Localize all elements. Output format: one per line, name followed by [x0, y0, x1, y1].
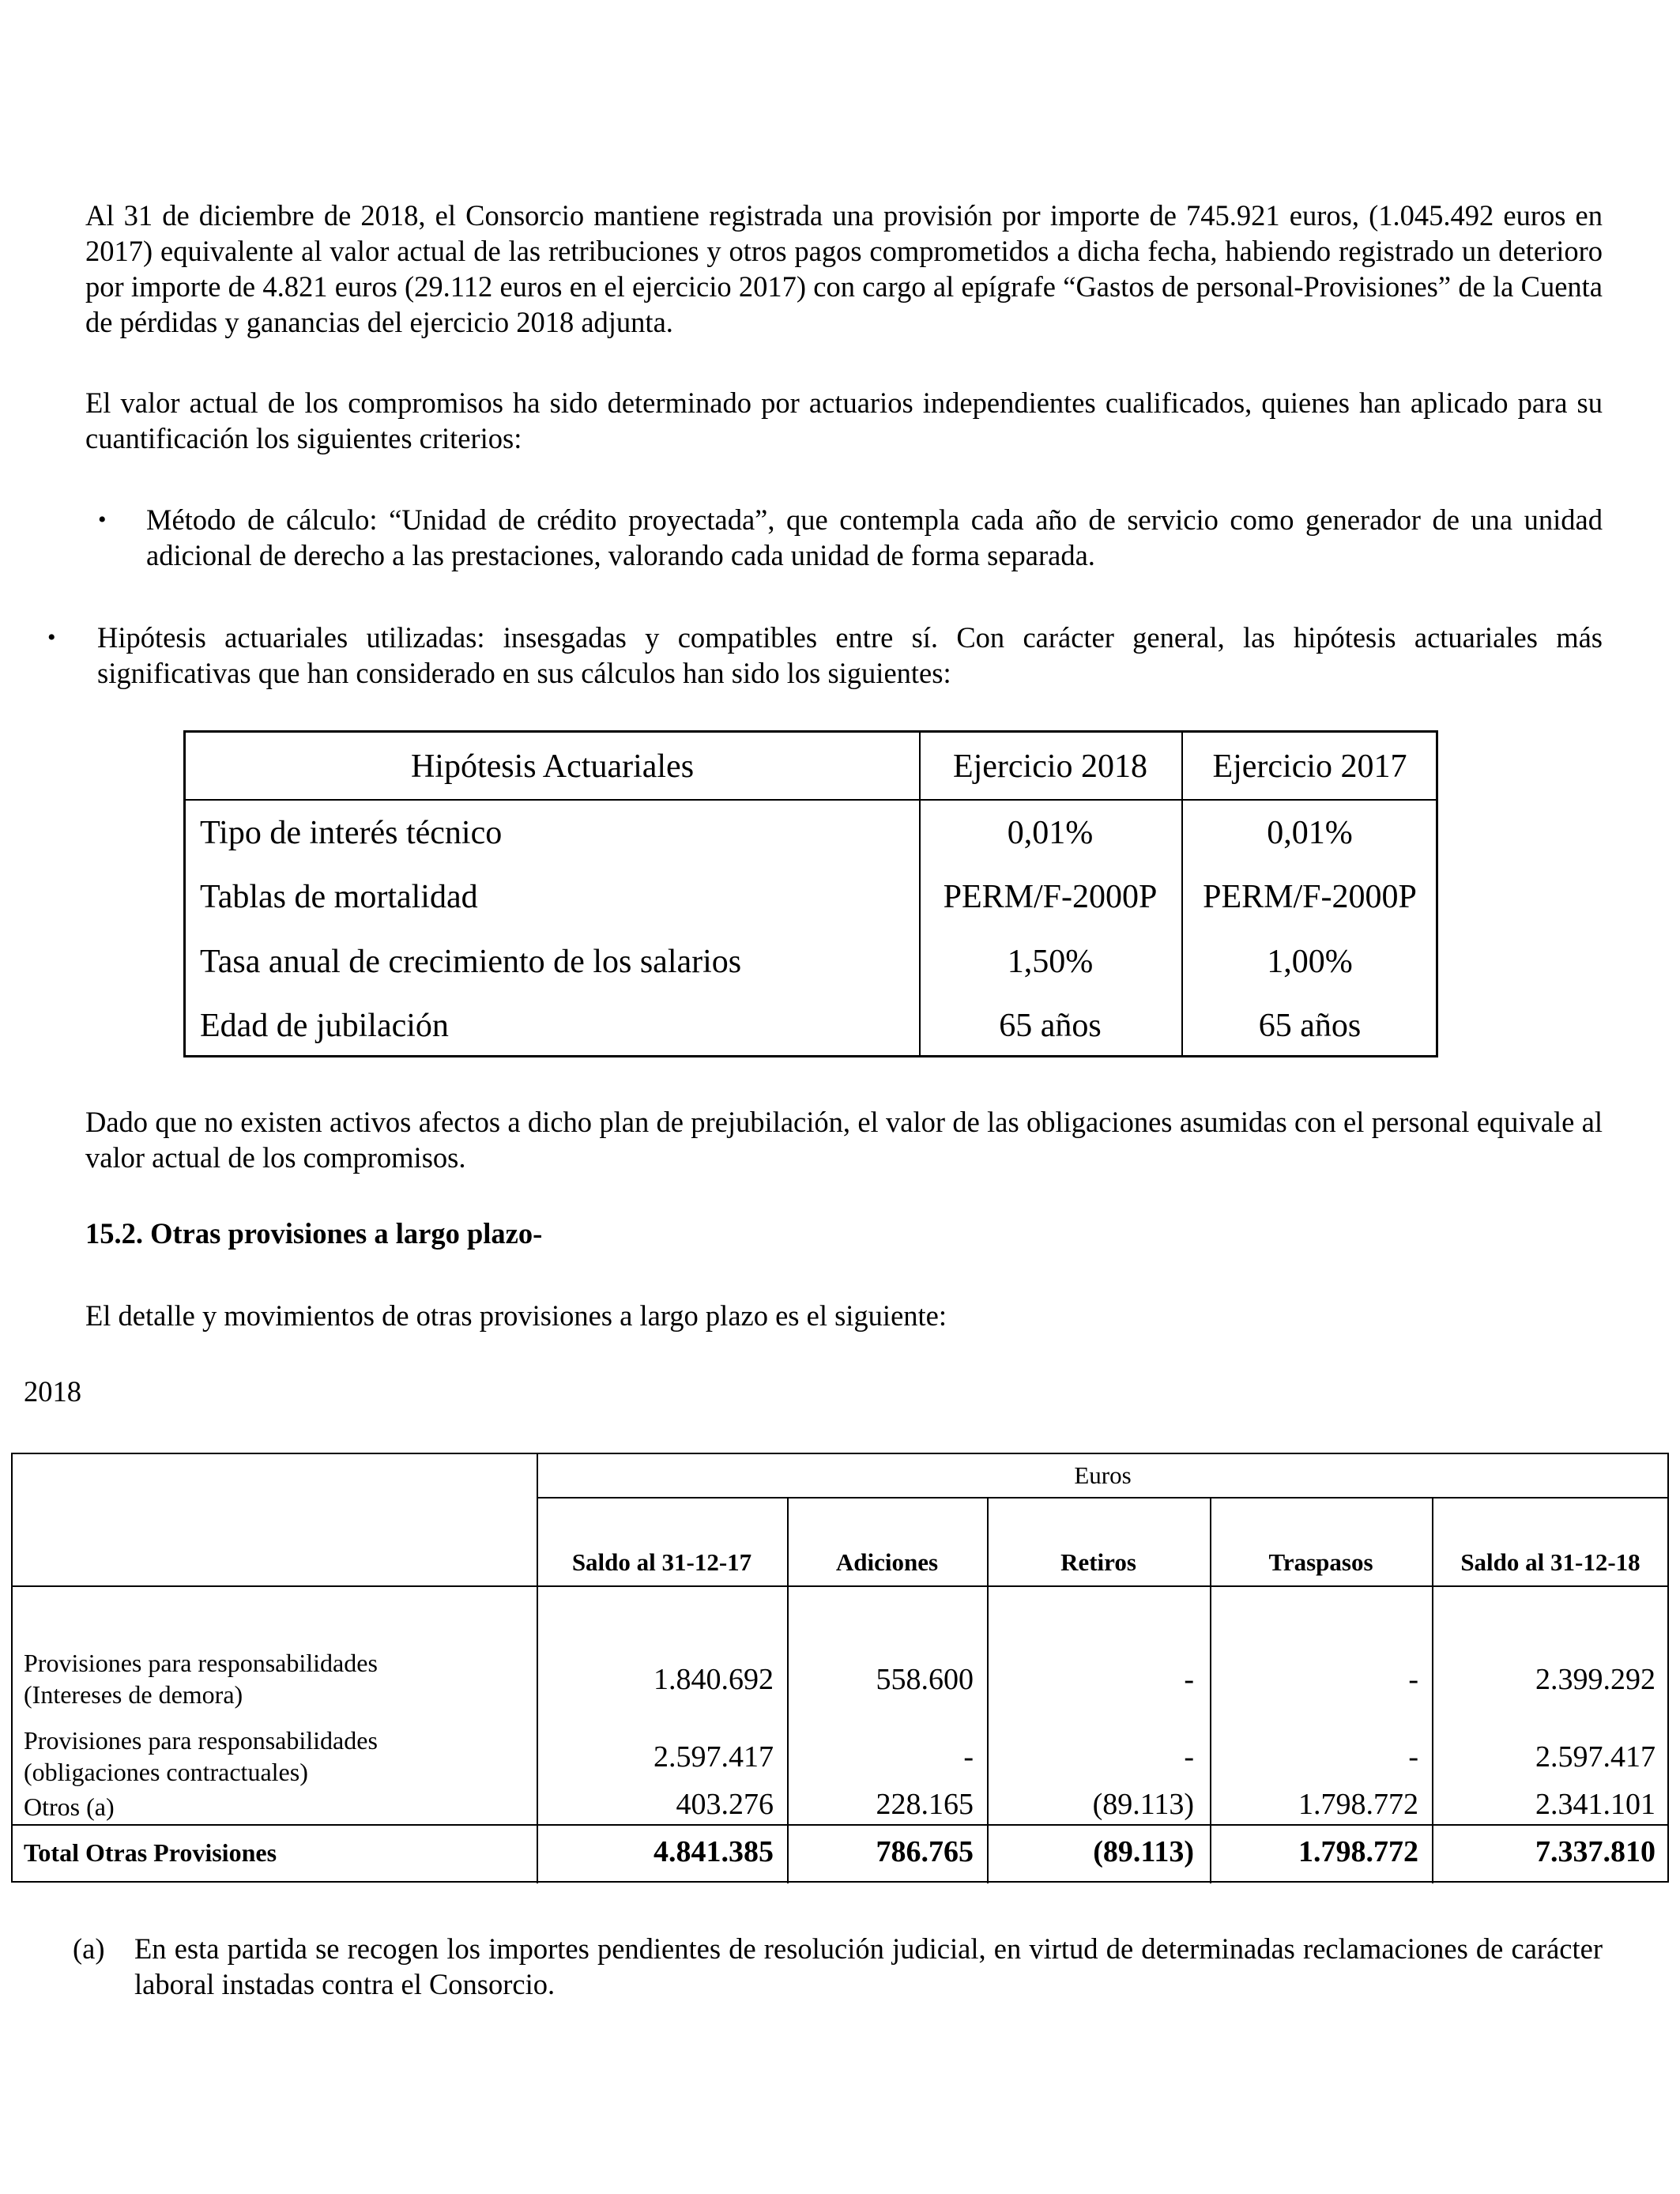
- cell-value: -: [1184, 1740, 1194, 1774]
- header-hypotheses: Hipótesis Actuariales: [410, 748, 695, 785]
- cell-value: 558.600: [876, 1663, 974, 1696]
- header-divider: [186, 799, 1436, 801]
- row-value-2017: 65 años: [1258, 1008, 1362, 1044]
- row-label-line1: Provisiones para responsabilidades: [24, 1649, 378, 1677]
- header-year-2018: Ejercicio 2018: [952, 748, 1148, 785]
- paragraph-actuarial-valuation: El valor actual de los compromisos ha sido determinado por actuarios independientes cualificados, quienes han aplicado para su cuantificación los siguientes criterios:: [85, 386, 1603, 454]
- bullet-text: Método de cálculo: “Unidad de crédito proyectada”, que contempla cada año de servicio como generador de una unidad adicional de derecho a las prestaciones, valorando cada unidad de forma separada.: [146, 503, 1603, 571]
- header-divider: [13, 1585, 1667, 1587]
- cell-value: 2.399.292: [1535, 1663, 1656, 1696]
- cell-value: -: [1408, 1740, 1418, 1774]
- row-label-line2: (Intereses de demora): [24, 1680, 243, 1709]
- footnote-marker: (a): [73, 1932, 105, 1965]
- header-transfers: Traspasos: [1268, 1548, 1373, 1576]
- table-year-label: 2018: [24, 1375, 81, 1408]
- row-value-2017: PERM/F-2000P: [1203, 879, 1417, 915]
- header-additions: Adiciones: [835, 1548, 939, 1576]
- cell-value: 2.597.417: [1535, 1740, 1656, 1774]
- group-header-divider: [537, 1497, 1667, 1498]
- row-value-2018: 1,50%: [1007, 944, 1094, 980]
- row-value-2017: 0,01%: [1267, 815, 1353, 851]
- total-value: 7.337.810: [1535, 1835, 1656, 1868]
- cell-value: -: [1408, 1663, 1418, 1696]
- row-label: Tablas de mortalidad: [200, 879, 478, 915]
- header-withdrawals: Retiros: [1060, 1548, 1136, 1576]
- section-heading: 15.2. Otras provisiones a largo plazo-: [85, 1217, 543, 1250]
- row-label-line2: (obligaciones contractuales): [24, 1758, 308, 1786]
- paragraph-provision-summary: Al 31 de diciembre de 2018, el Consorcio mantiene registrada una provisión por importe de 745.921 euros, (1.045.492 euros en 2017) equivalente al valor actual de las retribuciones y otros pagos comprometidos a dicha fecha, habiendo registrado un deterioro por importe de 4.821 euros (29.112 euros en el ejercicio 2017) con cargo al epígrafe “Gastos de personal-Provisiones” de la Cuenta de pérdidas y ganancias del ejercicio 2018 adjunta.: [85, 199, 1603, 338]
- cell-value: 1.840.692: [654, 1663, 774, 1696]
- total-value: (89.113): [1093, 1835, 1194, 1868]
- cell-value: -: [1184, 1663, 1194, 1696]
- row-label: Tipo de interés técnico: [200, 815, 503, 851]
- total-value: 1.798.772: [1298, 1835, 1418, 1868]
- footnote-text: En esta partida se recogen los importes pendientes de resolución judicial, en virtud de determinadas reclamaciones de carácter laboral instadas contra el Consorcio.: [134, 1932, 1603, 2000]
- row-value-2018: PERM/F-2000P: [943, 879, 1158, 915]
- row-value-2017: 1,00%: [1267, 944, 1353, 980]
- bottom-border: [13, 1881, 1667, 1883]
- provisions-movement-table: [11, 1453, 1669, 1883]
- paragraph-detail-intro: El detalle y movimientos de otras provisiones a largo plazo es el siguiente:: [85, 1299, 947, 1332]
- paragraph-obligations: Dado que no existen activos afectos a dicho plan de prejubilación, el valor de las obligaciones asumidas con el personal equivale al valor actual de los compromisos.: [85, 1106, 1603, 1174]
- group-header-euros: Euros: [1074, 1461, 1132, 1489]
- bullet-icon: •: [98, 507, 107, 533]
- bullet-icon: •: [47, 624, 56, 650]
- cell-value: 1.798.772: [1298, 1788, 1418, 1821]
- total-value: 4.841.385: [654, 1835, 774, 1868]
- row-label-line1: Otros (a): [24, 1793, 115, 1821]
- cell-value: 228.165: [876, 1788, 974, 1821]
- row-label-line1: Provisiones para responsabilidades: [24, 1726, 378, 1755]
- row-label: Edad de jubilación: [200, 1008, 449, 1044]
- cell-value: 403.276: [676, 1788, 774, 1821]
- actuarial-hypotheses-table: [183, 730, 1438, 1057]
- total-value: 786.765: [876, 1835, 974, 1868]
- total-label: Total Otras Provisiones: [24, 1838, 277, 1867]
- header-opening-balance: Saldo al 31-12-17: [571, 1548, 752, 1576]
- header-closing-balance: Saldo al 31-12-18: [1460, 1548, 1640, 1576]
- row-label: Tasa anual de crecimiento de los salarios: [200, 944, 742, 980]
- row-value-2018: 0,01%: [1007, 815, 1094, 851]
- row-value-2018: 65 años: [999, 1008, 1102, 1044]
- header-year-2017: Ejercicio 2017: [1212, 748, 1407, 785]
- bullet-text: Hipótesis actuariales utilizadas: insesgadas y compatibles entre sí. Con carácter general, las hipótesis actuariales más significativas que han considerado en sus cálculos han sido los siguientes:: [97, 621, 1603, 689]
- cell-value: (89.113): [1092, 1788, 1194, 1821]
- cell-value: 2.341.101: [1535, 1788, 1656, 1821]
- total-divider: [13, 1824, 1667, 1826]
- cell-value: 2.597.417: [654, 1740, 774, 1774]
- cell-value: -: [963, 1740, 974, 1774]
